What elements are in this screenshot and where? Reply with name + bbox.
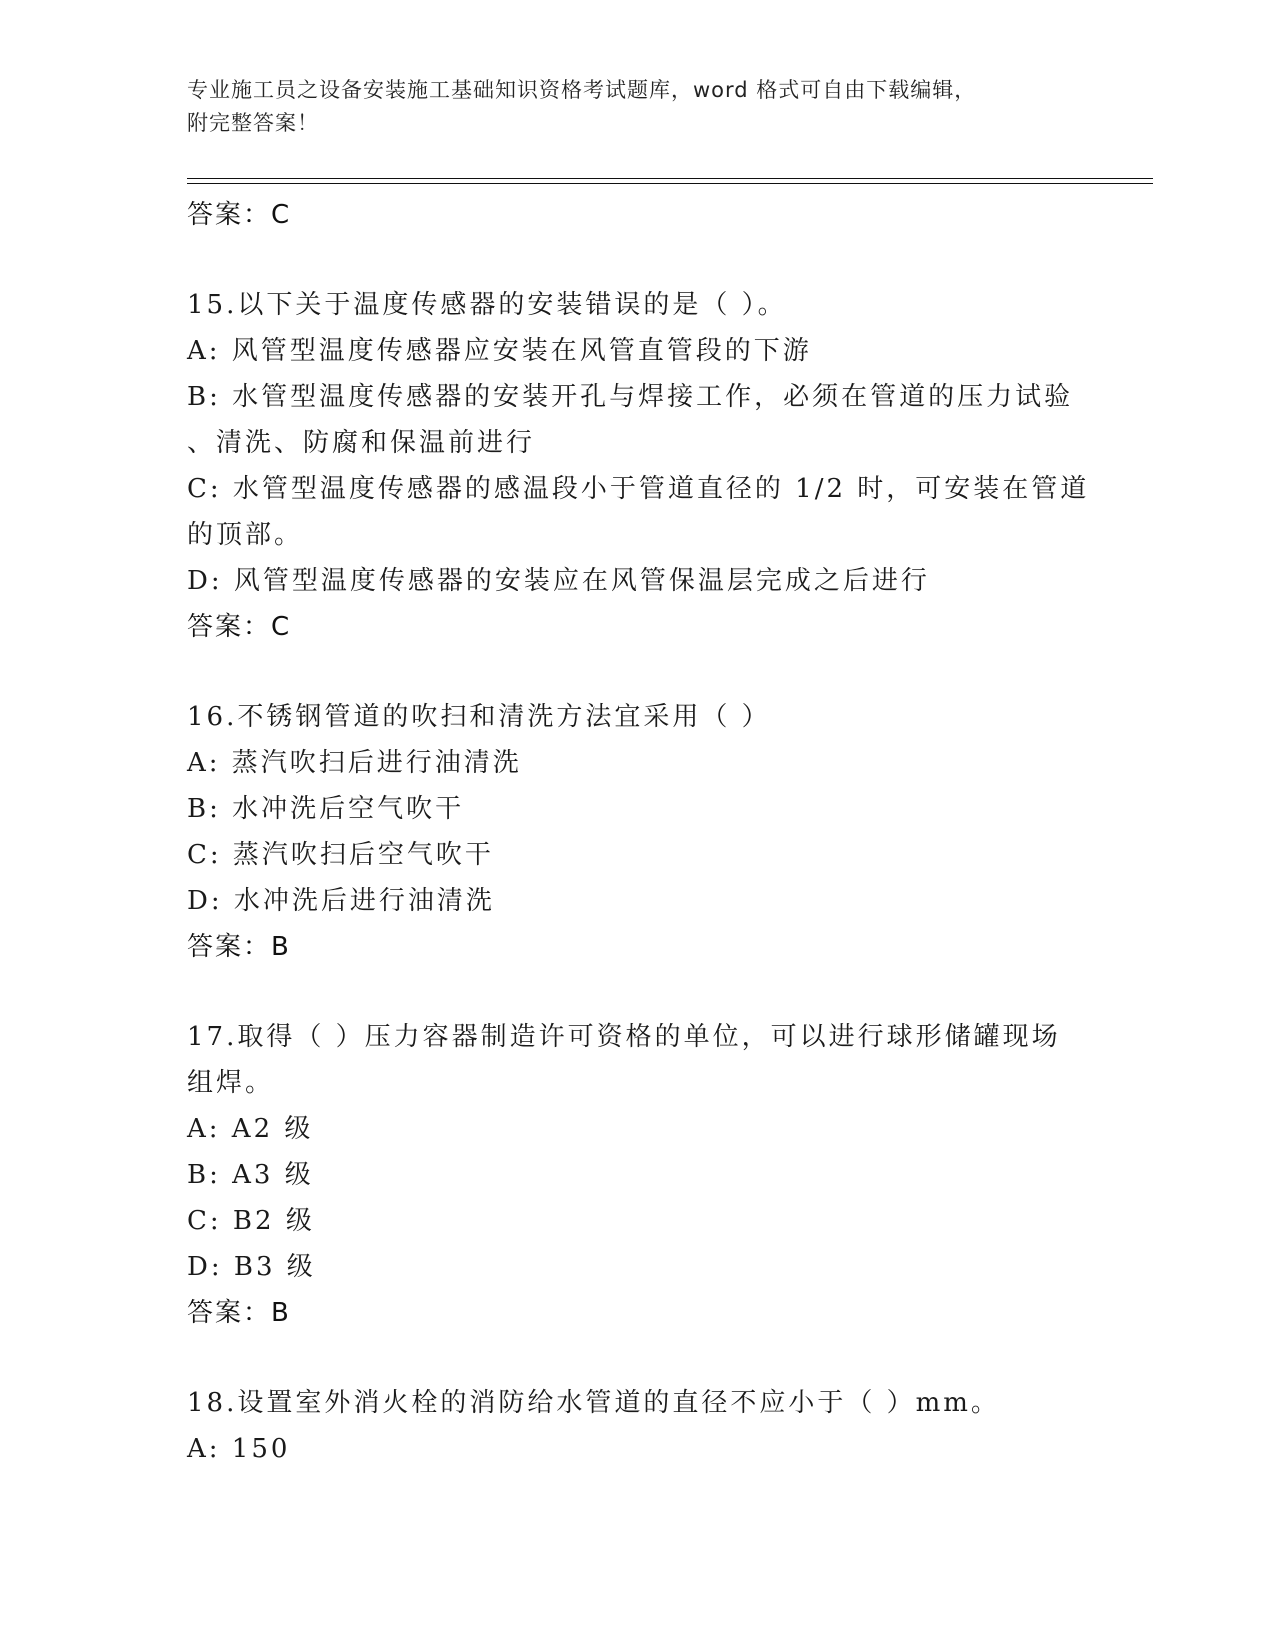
question-stem: 16.不锈钢管道的吹扫和清洗方法宜采用（ ）	[187, 702, 771, 732]
option-b: B: A3 级	[187, 1160, 314, 1190]
header-divider-bottom	[187, 183, 1153, 184]
option-b: B: 水冲洗后空气吹干	[187, 794, 465, 824]
option-c-line-1: C: 水管型温度传感器的感温段小于管道直径的 1/2 时，可安装在管道	[187, 474, 1090, 504]
answer-16: 答案：B	[187, 932, 291, 962]
option-b-line-1: B: 水管型温度传感器的安装开孔与焊接工作，必须在管道的压力试验	[187, 382, 1074, 412]
option-d: D: 水冲洗后进行油清洗	[187, 886, 495, 916]
question-stem-line-2: 组焊。	[187, 1068, 275, 1098]
header-line-2: 附完整答案！	[187, 111, 319, 135]
answer-15: 答案：C	[187, 612, 292, 642]
option-a: A: 150	[187, 1434, 291, 1464]
header-line-1: 专业施工员之设备安装施工基础知识资格考试题库，word 格式可自由下载编辑，	[187, 78, 977, 102]
spacer	[187, 970, 1087, 1014]
option-d: D: 风管型温度传感器的安装应在风管保温层完成之后进行	[187, 566, 930, 596]
question-18	[187, 1380, 1087, 1472]
answer-17: 答案：B	[187, 1298, 291, 1328]
option-a: A: A2 级	[187, 1114, 314, 1144]
option-a: A: 风管型温度传感器应安装在风管直管段的下游	[187, 336, 812, 366]
option-c-line-2: 的顶部。	[187, 520, 304, 550]
header-divider-top	[187, 178, 1153, 179]
question-stem: 15.以下关于温度传感器的安装错误的是（ ）。	[187, 290, 787, 320]
spacer	[187, 1336, 1087, 1380]
spacer	[187, 650, 1087, 694]
question-16	[187, 694, 1087, 970]
question-15	[187, 282, 1090, 650]
option-a: A: 蒸汽吹扫后进行油清洗	[187, 748, 522, 778]
question-17	[187, 1014, 1087, 1336]
spacer	[187, 238, 1087, 282]
document-header	[187, 74, 1087, 140]
option-b-line-2: 、清洗、防腐和保温前进行	[187, 428, 536, 458]
option-d: D: B3 级	[187, 1252, 316, 1282]
question-content	[187, 192, 1090, 1472]
question-stem-line-1: 17.取得（ ）压力容器制造许可资格的单位，可以进行球形储罐现场	[187, 1022, 1061, 1052]
option-c: C: 蒸汽吹扫后空气吹干	[187, 840, 494, 870]
question-stem: 18.设置室外消火栓的消防给水管道的直径不应小于（ ）mm。	[187, 1388, 1000, 1418]
answer-14: 答案：C	[187, 200, 292, 230]
option-c: C: B2 级	[187, 1206, 315, 1236]
